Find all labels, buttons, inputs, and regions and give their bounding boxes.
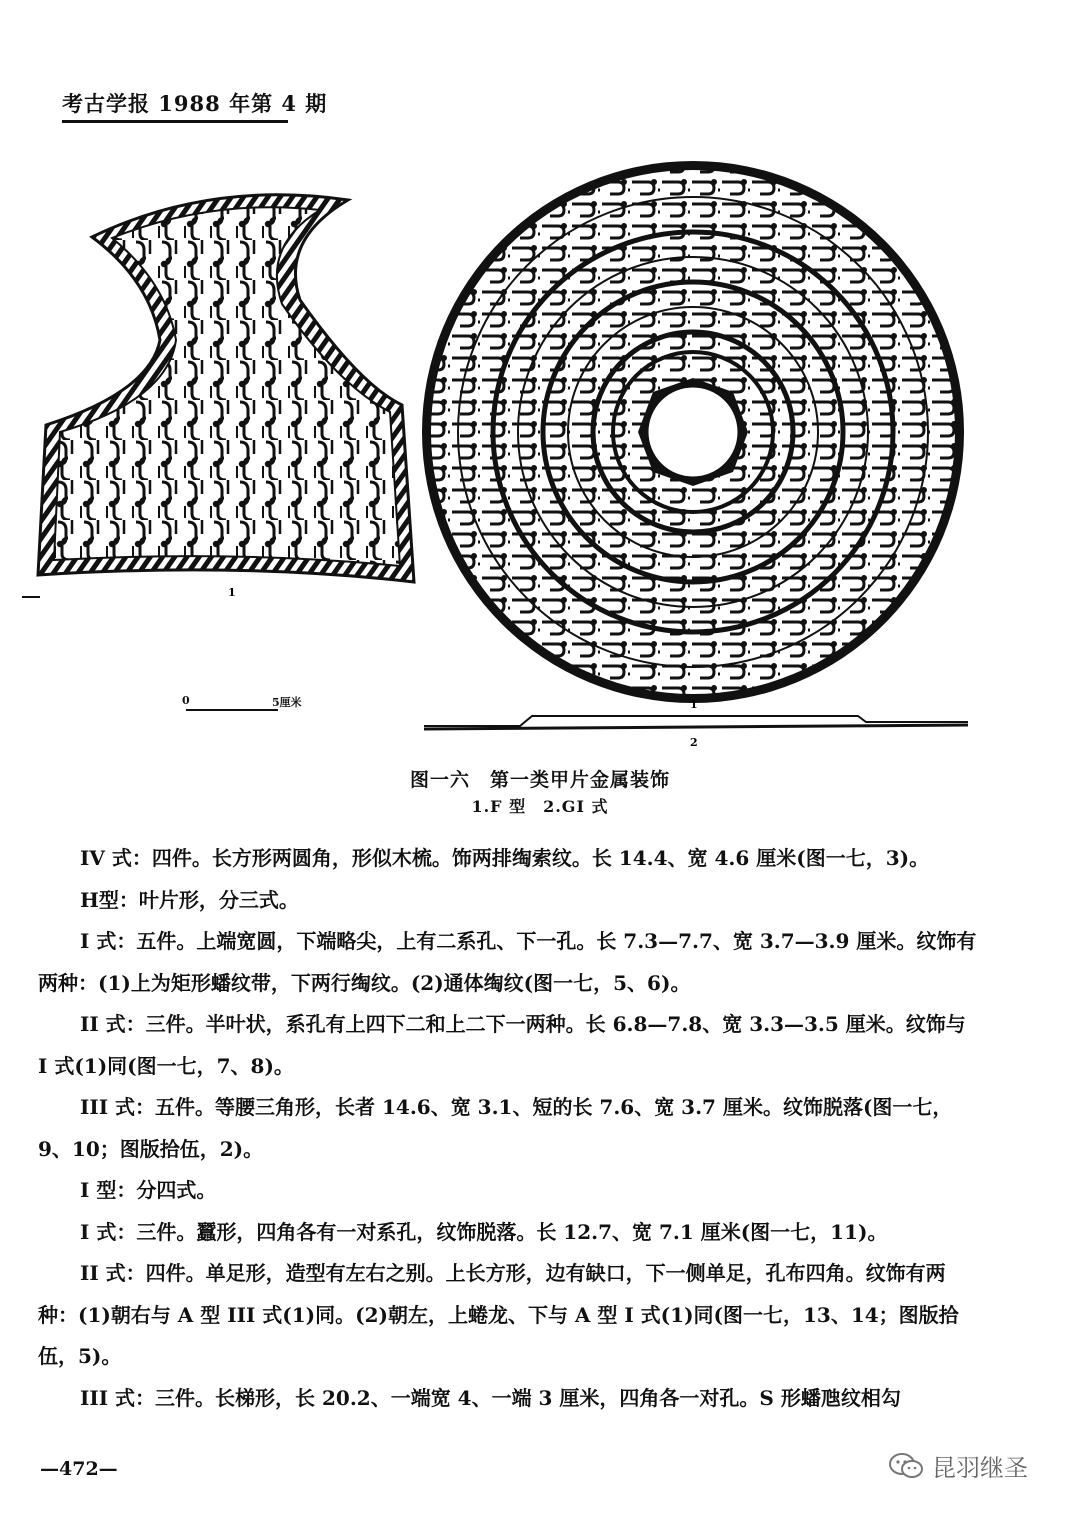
- paragraph: II 式：四件。单足形，造型有左右之别。上长方形，边有缺口，下一侧单足，孔布四角。纹饰有两种：(1)朝右与 A 型 III 式(1)同。(2)朝左，上蜷龙、下与 A 型 I 式(1)同(图一七，13、14；图版拾伍，5)。: [38, 1261, 959, 1368]
- label-fig-1b: 1: [690, 698, 698, 711]
- scale-five: 5厘米: [272, 696, 302, 709]
- paragraph: III 式：五件。等腰三角形，长者 14.6、宽 3.1、短的长 7.6、宽 3.7 厘米。纹饰脱落(图一七，9、10；图版拾伍，2)。: [38, 1095, 953, 1161]
- disc-profile: [424, 716, 968, 729]
- scale-zero: 0: [182, 694, 190, 707]
- paragraph: I 式：五件。上端宽圆，下端略尖，上有二系孔、下一孔。长 7.3—7.7、宽 3.7—3.9 厘米。纹饰有两种：(1)上为矩形蟠纹带，下两行绹纹。(2)通体绹纹(图一七，5、6)。: [38, 929, 977, 995]
- watermark: [888, 1448, 1028, 1483]
- paragraph: I 型：分四式。: [80, 1178, 217, 1202]
- watermark-text: 昆羽继圣: [932, 1454, 1028, 1482]
- scale-bar: [186, 709, 278, 711]
- paragraph: IV 式：四件。长方形两圆角，形似木梳。饰两排绹索纹。长 14.4、宽 4.6 厘米(图一七，3)。: [80, 846, 930, 870]
- body-text: [38, 838, 978, 1419]
- paragraph: I 式：三件。蠶形，四角各有一对系孔，纹饰脱落。长 12.7、宽 7.1 厘米(图一七，11)。: [80, 1219, 888, 1244]
- figure-caption: 图一六 第一类甲片金属装饰: [409, 769, 670, 791]
- page-number: —472—: [40, 1458, 118, 1480]
- plate-drawing-1: [38, 195, 414, 582]
- label-fig-1a: 1: [228, 586, 236, 599]
- wechat-icon: [888, 1452, 924, 1480]
- figure-subcaption: 1.F 型 2.GI 式: [471, 797, 609, 816]
- label-fig-2: 2: [690, 736, 698, 749]
- paragraph: II 式：三件。半叶状，系孔有上四下二和上二下一两种。长 6.8—7.8、宽 3.3—3.5 厘米。纹饰与 I 式(1)同(图一七，7、8)。: [38, 1012, 966, 1078]
- paragraph: H型：叶片形，分三式。: [80, 887, 299, 912]
- disc-drawing: [422, 161, 964, 703]
- figure-illustration: [0, 150, 1080, 750]
- paragraph: III 式：三件。长梯形，长 20.2、一端宽 4、一端 3 厘米，四角各一对孔。S 形蟠虺纹相勾: [80, 1385, 901, 1410]
- journal-header: 考古学报 1988 年第 4 期: [62, 88, 288, 123]
